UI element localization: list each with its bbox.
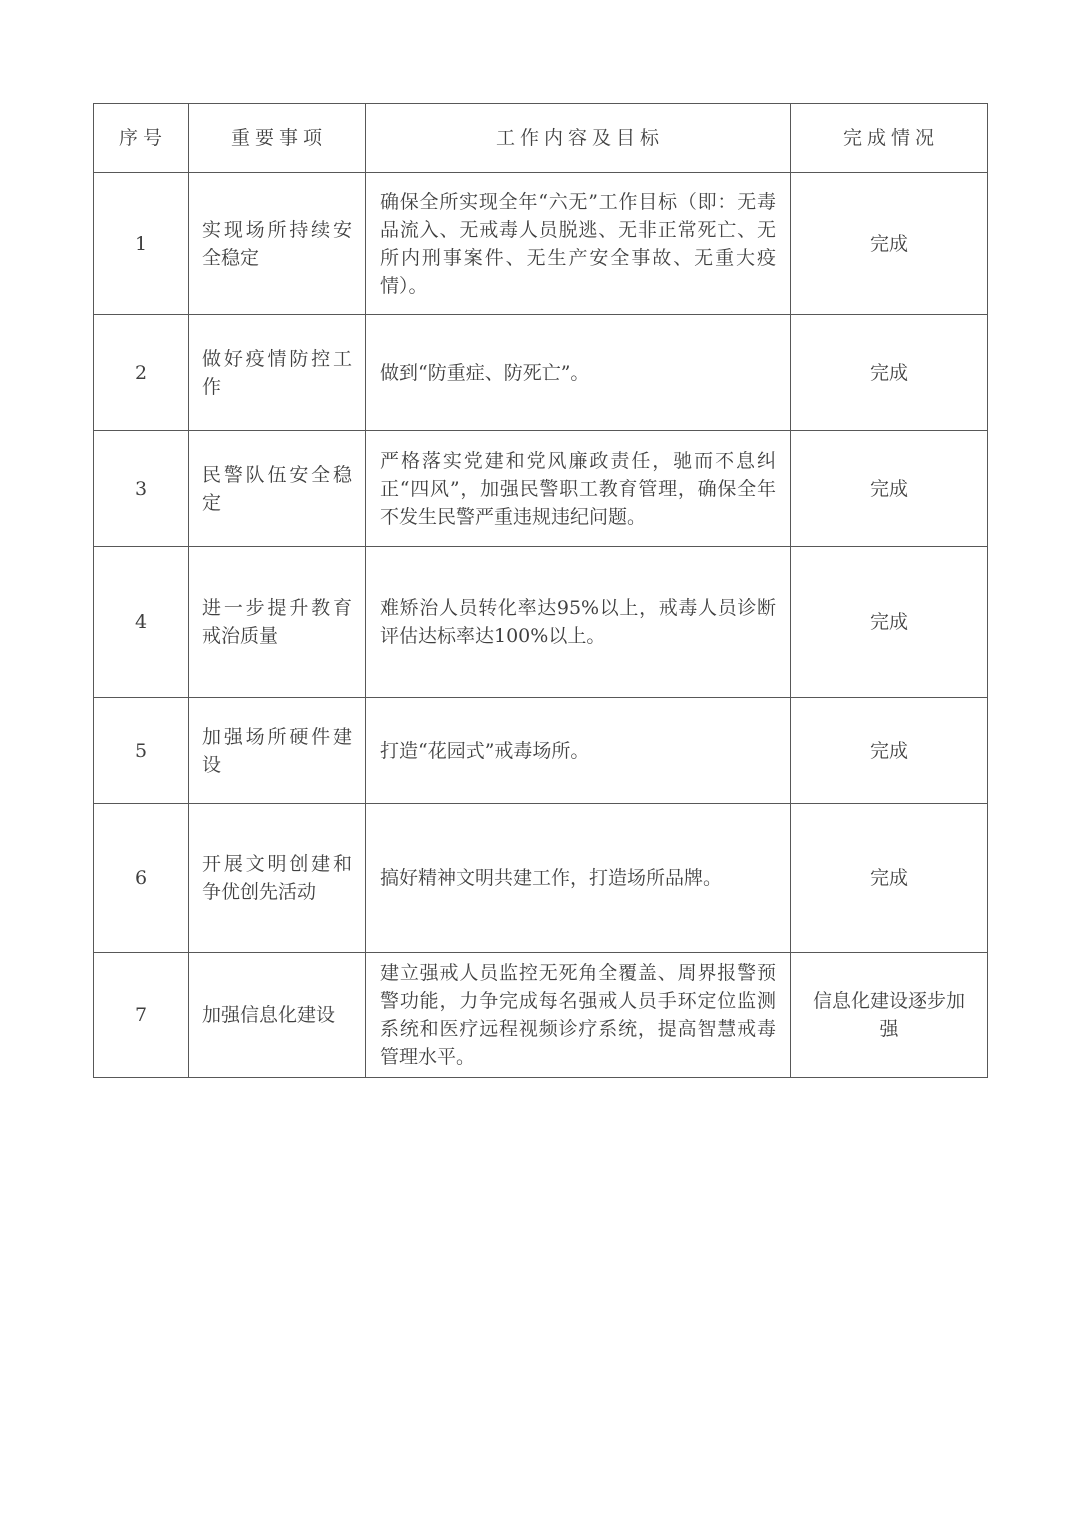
row-number-cell: 1 — [94, 173, 189, 315]
item-cell: 做好疫情防控工作 — [189, 315, 366, 431]
header-status: 完成情况 — [791, 104, 988, 173]
item-cell: 进一步提升教育戒治质量 — [189, 547, 366, 698]
work-summary-table — [93, 103, 988, 1078]
item-cell: 实现场所持续安全稳定 — [189, 173, 366, 315]
row-number-cell: 6 — [94, 804, 189, 953]
table-header-row — [94, 104, 988, 173]
row-number-cell: 2 — [94, 315, 189, 431]
row-number-cell: 5 — [94, 698, 189, 804]
content-cell: 难矫治人员转化率达95%以上，戒毒人员诊断评估达标率达100%以上。 — [366, 547, 791, 698]
row-number-cell: 3 — [94, 431, 189, 547]
item-cell: 加强场所硬件建设 — [189, 698, 366, 804]
content-cell: 打造“花园式”戒毒场所。 — [366, 698, 791, 804]
item-cell: 加强信息化建设 — [189, 953, 366, 1078]
header-content: 工作内容及目标 — [366, 104, 791, 173]
content-cell: 严格落实党建和党风廉政责任，驰而不息纠正“四风”，加强民警职工教育管理，确保全年不发生民警严重违规违纪问题。 — [366, 431, 791, 547]
content-cell: 确保全所实现全年“六无”工作目标（即：无毒品流入、无戒毒人员脱逃、无非正常死亡、无所内刑事案件、无生产安全事故、无重大疫情）。 — [366, 173, 791, 315]
header-serial: 序号 — [94, 104, 189, 173]
header-item: 重要事项 — [189, 104, 366, 173]
table-row — [94, 698, 988, 804]
status-cell: 完成 — [791, 173, 988, 315]
content-cell: 建立强戒人员监控无死角全覆盖、周界报警预警功能，力争完成每名强戒人员手环定位监测系统和医疗远程视频诊疗系统，提高智慧戒毒管理水平。 — [366, 953, 791, 1078]
status-cell: 完成 — [791, 547, 988, 698]
status-cell: 完成 — [791, 804, 988, 953]
content-cell: 做到“防重症、防死亡”。 — [366, 315, 791, 431]
status-cell: 完成 — [791, 431, 988, 547]
row-number-cell: 7 — [94, 953, 189, 1078]
status-cell: 信息化建设逐步加强 — [791, 953, 988, 1078]
status-cell: 完成 — [791, 315, 988, 431]
table-row — [94, 315, 988, 431]
row-number-cell: 4 — [94, 547, 189, 698]
content-cell: 搞好精神文明共建工作，打造场所品牌。 — [366, 804, 791, 953]
table-row — [94, 953, 988, 1078]
status-cell: 完成 — [791, 698, 988, 804]
table-row — [94, 547, 988, 698]
item-cell: 民警队伍安全稳定 — [189, 431, 366, 547]
table-row — [94, 173, 988, 315]
table-row — [94, 804, 988, 953]
item-cell: 开展文明创建和争优创先活动 — [189, 804, 366, 953]
table-row — [94, 431, 988, 547]
